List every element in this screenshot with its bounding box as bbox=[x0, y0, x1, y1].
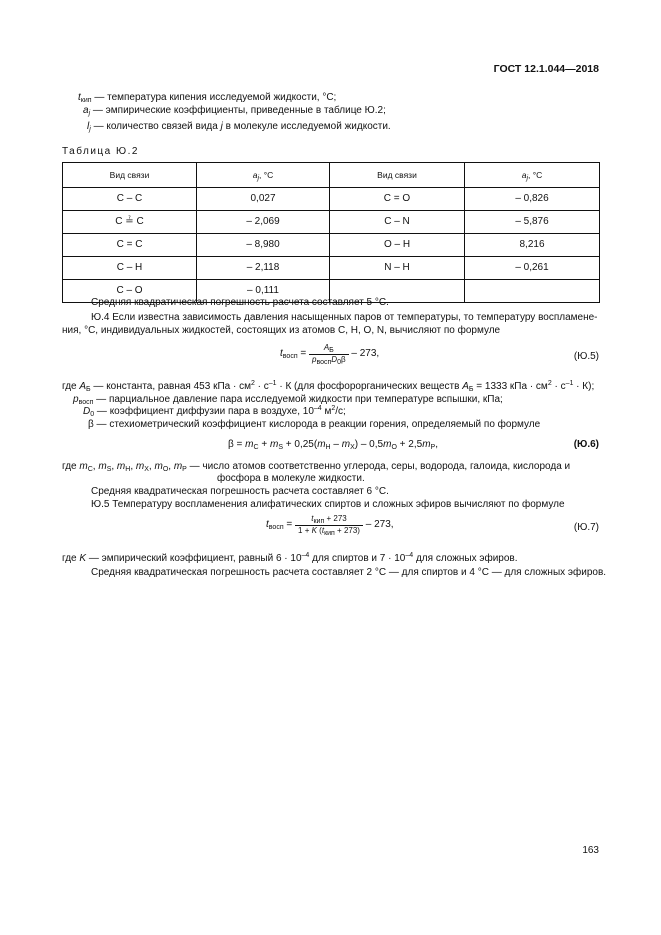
where-p-vosp: $p_{восп}$ — парциальное давление пара исследуемой жидкости при температуре вспышки, кПа; bbox=[73, 394, 503, 406]
bond-cell: С – N bbox=[330, 211, 465, 234]
equation-y6: $\beta = m_C + m_S + 0,25(m_H - m_X) - 0,5m_O + 2,5m_P$, bbox=[228, 439, 438, 451]
bond-coefficients-table bbox=[62, 162, 600, 303]
table-title: Таблица Ю.2 bbox=[62, 146, 139, 157]
bond-cell: С = О bbox=[330, 188, 465, 211]
where-D0: $D_0$ — коэффициент диффузии пара в воздухе, $10^{-4}$ $м^2/с$; bbox=[83, 405, 346, 418]
definition-t-kip bbox=[78, 92, 336, 105]
symbol: l bbox=[87, 121, 90, 132]
bond-cell: О – Н bbox=[330, 234, 465, 257]
value-cell: – 0,111 bbox=[197, 280, 330, 303]
symbol: a bbox=[83, 105, 89, 116]
header-bond-type: Вид связи bbox=[63, 163, 197, 188]
equation-y5: $t_{восп}$ = $\frac{A_Б}{p_{восп}D_0\beta}$ – 273, bbox=[280, 343, 380, 366]
value-cell: – 0,261 bbox=[465, 257, 600, 280]
subscript: j bbox=[88, 110, 91, 117]
symbol: t bbox=[78, 92, 81, 103]
document-code: ГОСТ 12.1.044—2018 bbox=[493, 63, 599, 75]
equation-label-y5: (Ю.5) bbox=[573, 351, 599, 362]
value-cell: – 5,876 bbox=[465, 211, 600, 234]
table-header-row bbox=[63, 163, 600, 188]
section-y4-line1: Ю.4 Если известна зависимость давления насыщенных паров от температуры, то температуру воспламене- bbox=[91, 312, 598, 323]
where-A-b: где $A_Б$ — константа, равная 453 кПа · $см^2 \cdot с^{-1} \cdot К$ (для фосфорорганических веществ $A_Б = 1333$ кПа · $см^2 \cdot с^{-1} \cdot К$); bbox=[62, 380, 595, 393]
where-beta: β — стехиометрический коэффициент кислорода в реакции горения, определяемый по формуле bbox=[88, 419, 541, 430]
table-row bbox=[63, 234, 600, 257]
definition-a-j bbox=[83, 105, 386, 118]
equation-label-y6: (Ю.6) bbox=[573, 439, 599, 450]
bond-cell: С – С bbox=[63, 188, 197, 211]
bond-cell: N – H bbox=[330, 257, 465, 280]
equation-label-y7: (Ю.7) bbox=[573, 522, 599, 533]
subscript: j bbox=[89, 126, 91, 133]
where-atoms: где $m_C$, $m_S$, $m_H$, $m_X$, $m_O$, $m_P$ — число атомов соответственно углерода, серы, водорода, галоида, кислорода и bbox=[62, 461, 571, 473]
section-y4-line2: ния, °C, индивидуальных жидкостей, состоящих из атомов С, Н, О, N, вычисляют по формуле bbox=[62, 325, 501, 336]
definition-text: — количество связей вида bbox=[93, 121, 221, 132]
where-K: где K — эмпирический коэффициент, равный $6 \cdot 10^{-4}$ для спиртов и $7 \cdot 10^{-4}$ для сложных эфиров. bbox=[62, 552, 518, 564]
definition-l-j bbox=[87, 121, 391, 134]
fraction: $\frac{A_Б}{p_{восп}D_0\beta}$ bbox=[309, 344, 349, 365]
value-cell bbox=[465, 280, 600, 303]
error-6-text: Средняя квадратическая погрешность расчета составляет 6 °C. bbox=[91, 486, 389, 497]
error-7-text: Средняя квадратическая погрешность расчета составляет 2 °C — для спиртов и 4 °C — для сложных эфиров. bbox=[91, 567, 607, 578]
table-row bbox=[63, 188, 600, 211]
value-cell: – 8,980 bbox=[197, 234, 330, 257]
definition-text-end: в молекуле исследуемой жидкости. bbox=[222, 121, 391, 132]
value-cell: – 2,118 bbox=[197, 257, 330, 280]
value-cell: – 0,826 bbox=[465, 188, 600, 211]
header-bond-type: Вид связи bbox=[330, 163, 465, 188]
bond-cell: С – О bbox=[63, 280, 197, 303]
where-atoms-line2: фосфора в молекуле жидкости. bbox=[217, 473, 365, 484]
page-number: 163 bbox=[582, 845, 599, 856]
header-coefficient: $a_j$, °C bbox=[197, 163, 330, 188]
equation-y7: $t_{восп}$ = $\frac{t_{кип} + 273}{1 + K (t_{кип} + 273)}$ – 273, bbox=[266, 514, 394, 537]
table-row bbox=[63, 257, 600, 280]
bond-cell: С = С bbox=[63, 234, 197, 257]
error-5-text: Средняя квадратическая погрешность расчета составляет 5 °C. bbox=[91, 297, 389, 308]
value-cell: 8,216 bbox=[465, 234, 600, 257]
value-cell: – 2,069 bbox=[197, 211, 330, 234]
bond-cell: С ≟ С bbox=[63, 211, 197, 234]
bond-cell: С – Н bbox=[63, 257, 197, 280]
header-coefficient: $a_j$, °C bbox=[465, 163, 600, 188]
definition-text: — температура кипения исследуемой жидкости, °C; bbox=[94, 92, 337, 103]
definition-text: — эмпирические коэффициенты, приведенные в таблице Ю.2; bbox=[92, 105, 386, 116]
subscript: кип bbox=[80, 97, 92, 104]
value-cell: 0,027 bbox=[197, 188, 330, 211]
definition-text-j: j bbox=[220, 121, 223, 132]
table-row bbox=[63, 211, 600, 234]
fraction: $\frac{t_{кип} + 273}{1 + K (t_{кип} + 273)}$ bbox=[295, 515, 363, 536]
section-y5-text: Ю.5 Температуру воспламенения алифатических спиртов и сложных эфиров вычисляют по формуле bbox=[91, 499, 565, 510]
